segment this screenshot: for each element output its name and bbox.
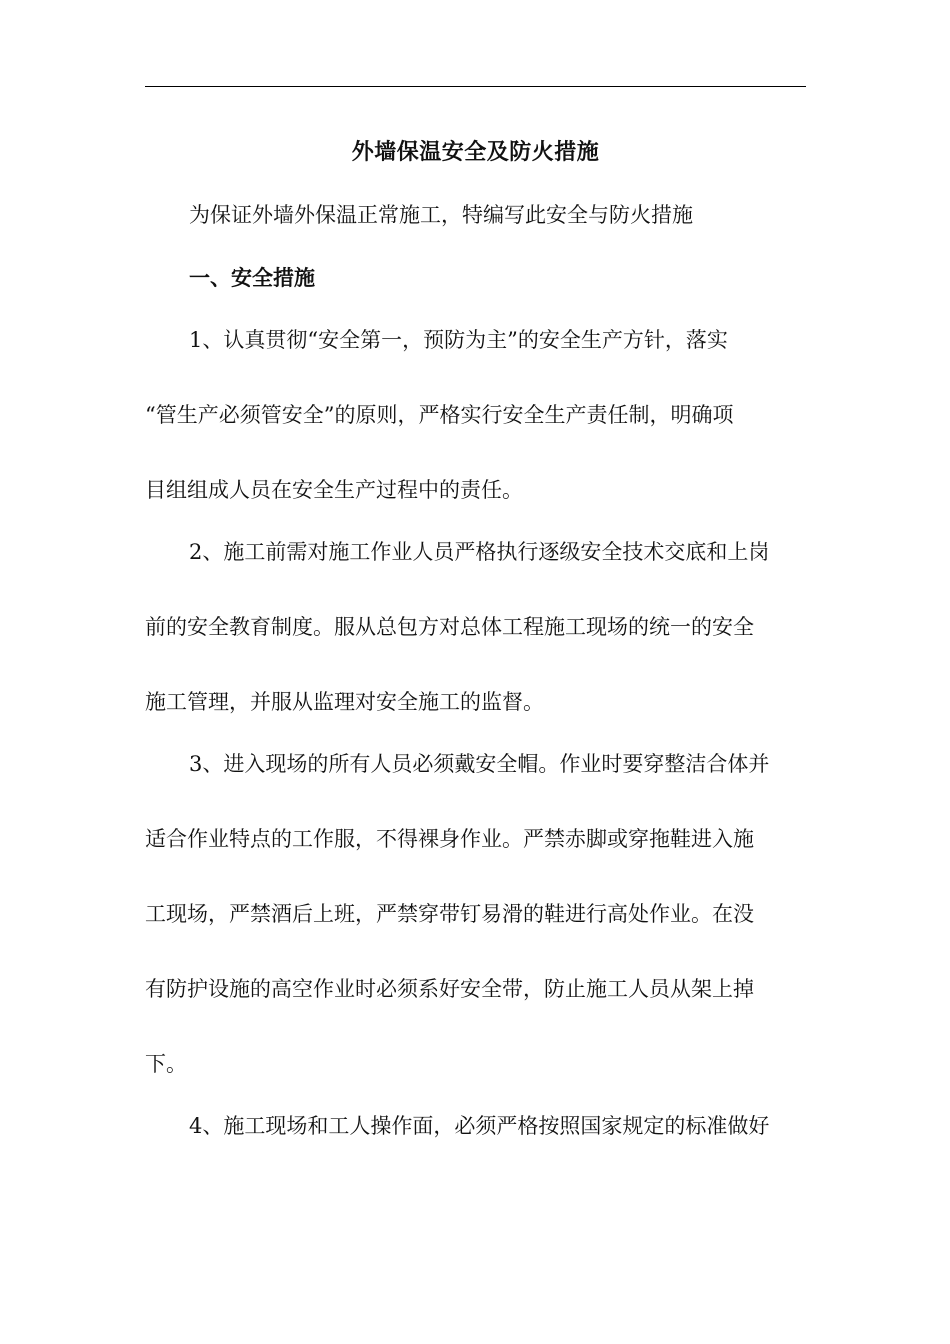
paragraph-2-line-3: 施工管理，并服从监理对安全施工的监督。 xyxy=(145,690,544,714)
section-heading: 一、安全措施 xyxy=(189,265,315,290)
paragraph-2-line-1: 2、施工前需对施工作业人员严格执行逐级安全技术交底和上岗 xyxy=(189,540,770,564)
paragraph-3-line-2: 适合作业特点的工作服，不得裸身作业。严禁赤脚或穿拖鞋进入施 xyxy=(145,827,754,851)
paragraph-1-line-2: “管生产必须管安全”的原则，严格实行安全生产责任制，明确项 xyxy=(145,403,734,427)
intro-paragraph: 为保证外墙外保温正常施工，特编写此安全与防火措施 xyxy=(189,203,693,227)
paragraph-4-line-1: 4、施工现场和工人操作面，必须严格按照国家规定的标准做好 xyxy=(189,1114,770,1138)
paragraph-1-line-3: 目组组成人员在安全生产过程中的责任。 xyxy=(145,478,523,502)
paragraph-3-line-5: 下。 xyxy=(145,1052,187,1076)
paragraph-3-line-1: 3、进入现场的所有人员必须戴安全帽。作业时要穿整洁合体并 xyxy=(189,752,770,776)
paragraph-3-line-4: 有防护设施的高空作业时必须系好安全带，防止施工人员从架上掉 xyxy=(145,977,754,1001)
paragraph-1-line-1: 1、认真贯彻“安全第一，预防为主”的安全生产方针，落实 xyxy=(189,328,728,352)
paragraph-2-line-2: 前的安全教育制度。服从总包方对总体工程施工现场的统一的安全 xyxy=(145,615,754,639)
header-rule xyxy=(145,86,806,87)
document-title: 外墙保温安全及防火措施 xyxy=(351,139,600,165)
paragraph-3-line-3: 工现场，严禁酒后上班，严禁穿带钉易滑的鞋进行高处作业。在没 xyxy=(145,902,754,926)
